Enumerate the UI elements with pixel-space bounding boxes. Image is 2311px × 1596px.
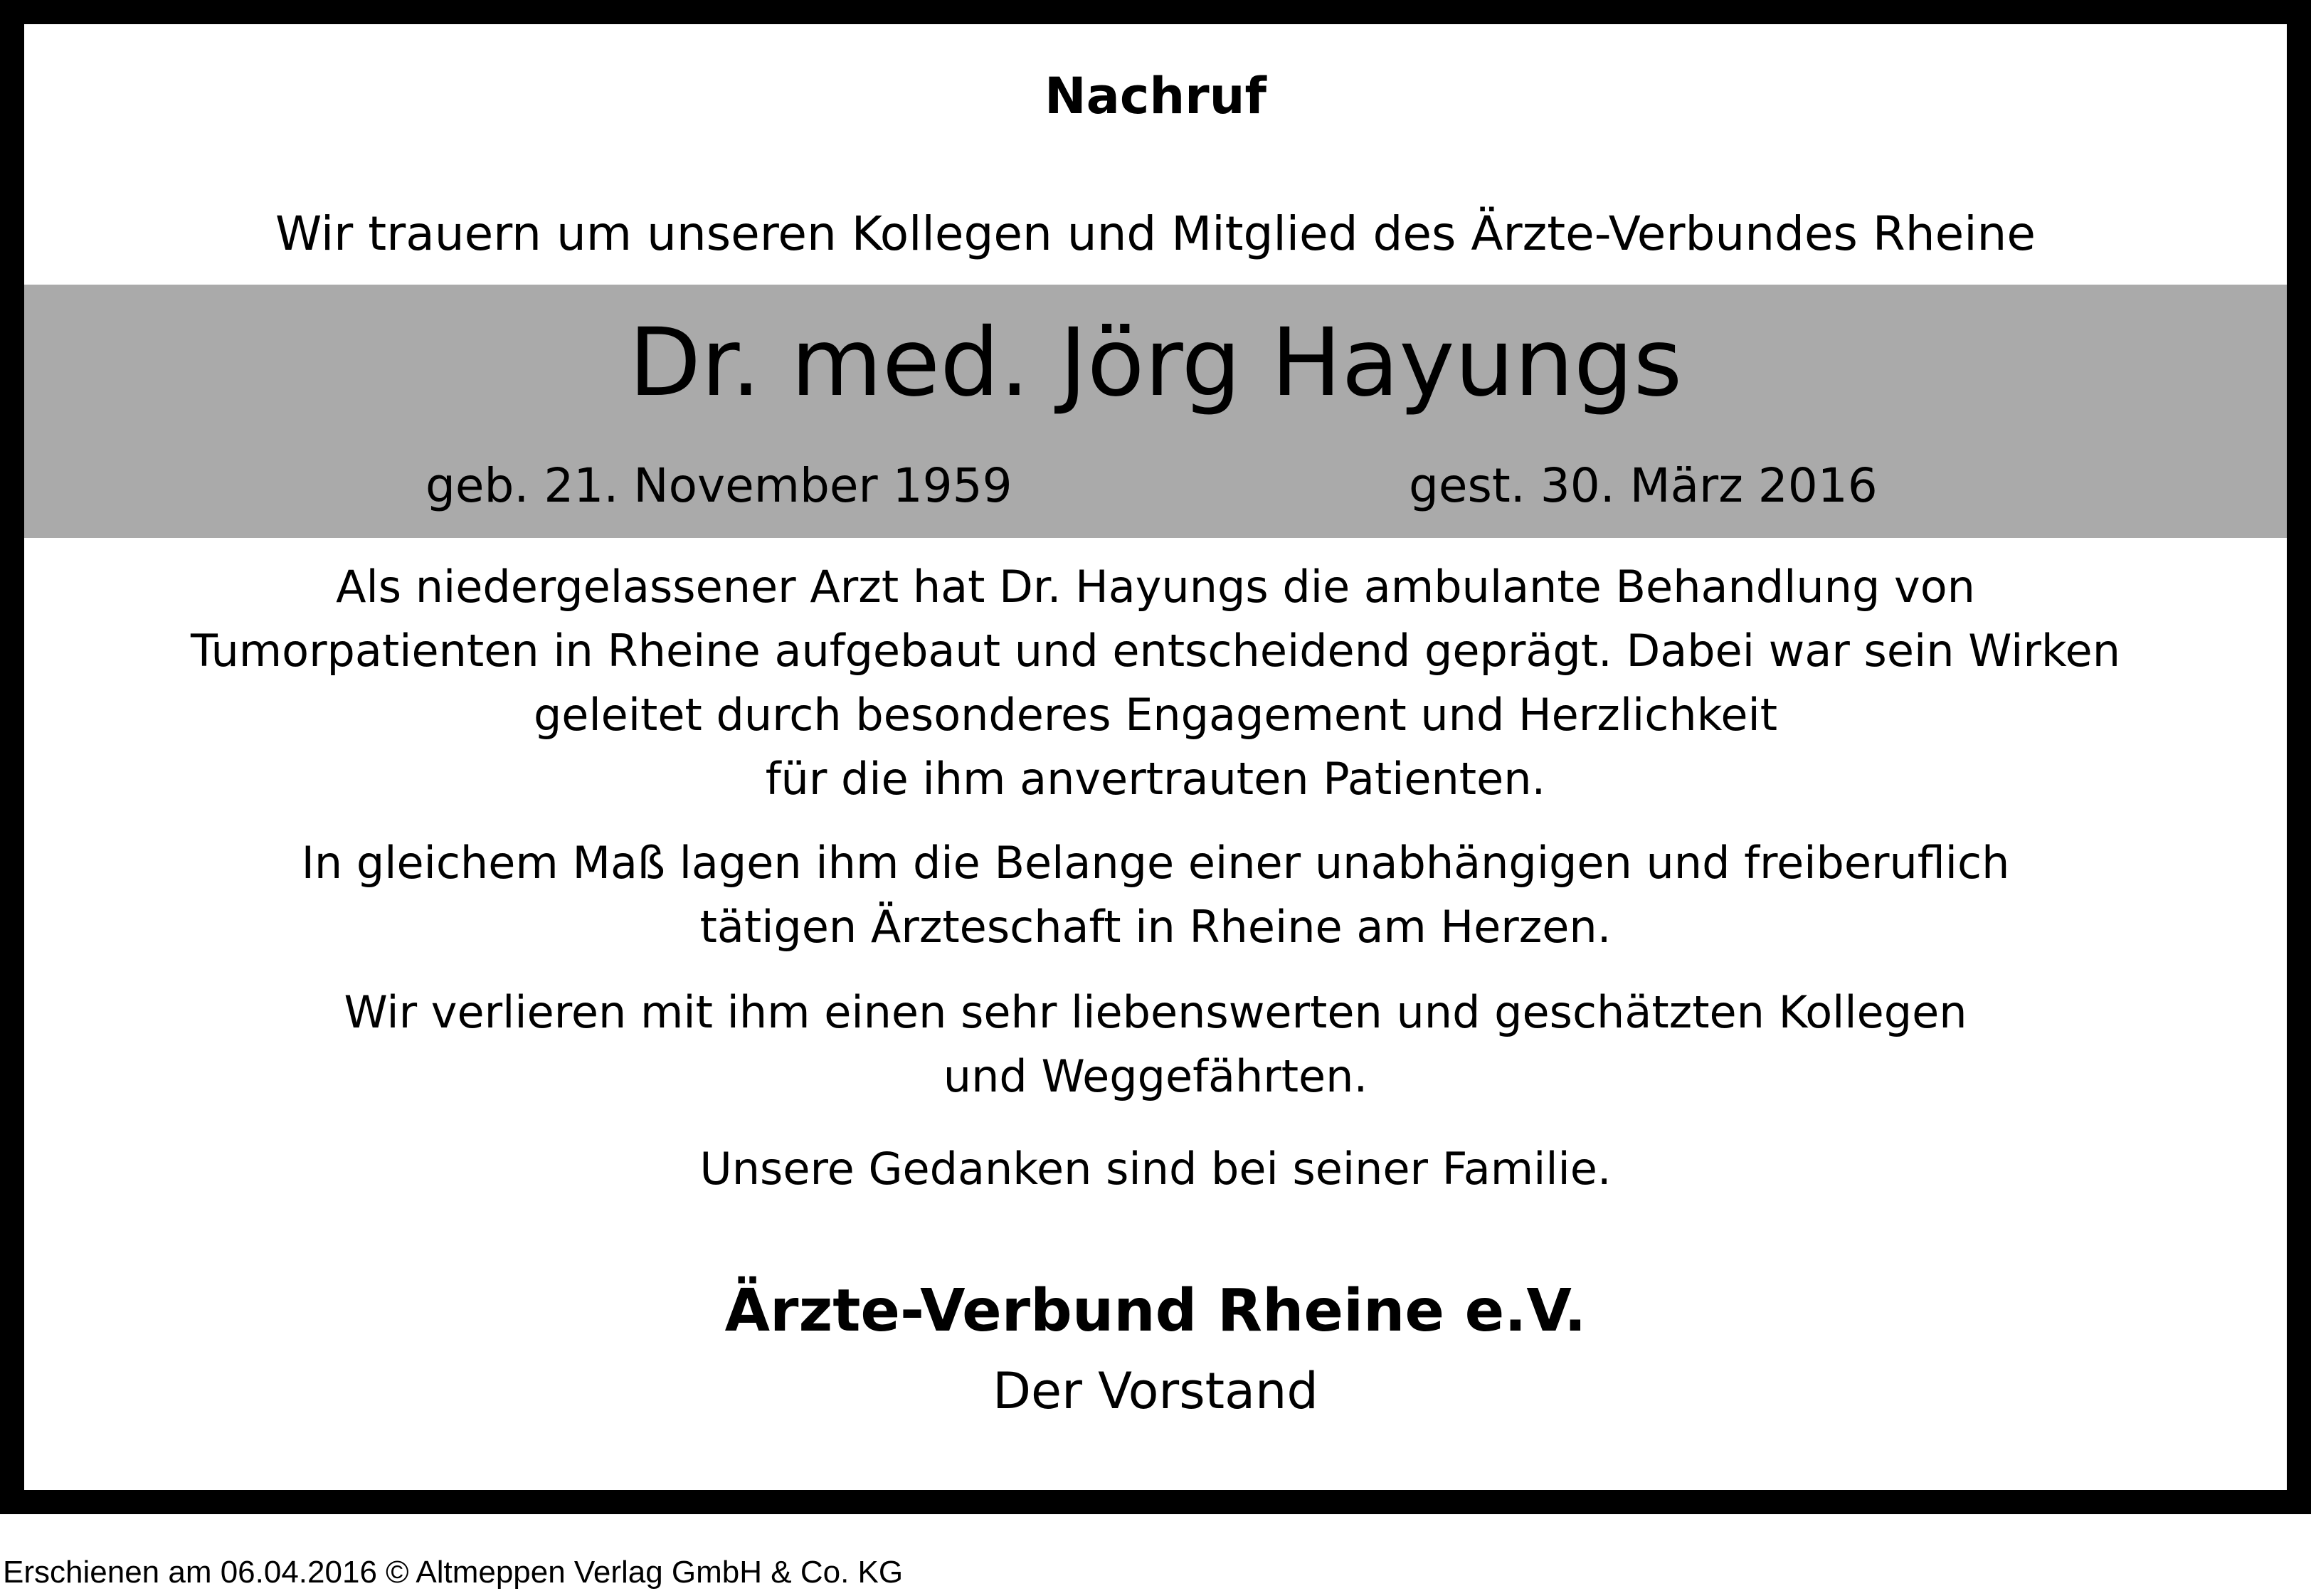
deceased-name: Dr. med. Jörg Hayungs	[628, 308, 1683, 418]
paragraph-line: Unsere Gedanken sind bei seiner Familie.	[699, 1143, 1612, 1195]
paragraph-line: für die ihm anvertrauten Patienten.	[765, 753, 1546, 805]
paragraph-line: Tumorpatienten in Rheine aufgebaut und entscheidend geprägt. Dabei war sein Wirken	[190, 625, 2120, 677]
paragraph-line: Wir verlieren mit ihm einen sehr liebenswerten und geschätzten Kollegen	[344, 986, 1967, 1038]
paragraph-line: Als niedergelassener Arzt hat Dr. Hayungs die ambulante Behandlung von	[336, 561, 1975, 613]
paragraph-line: In gleichem Maß lagen ihm die Belange einer unabhängigen und freiberuflich	[301, 837, 2010, 889]
paragraph-line: tätigen Ärzteschaft in Rheine am Herzen.	[699, 901, 1612, 953]
name-band	[24, 285, 2287, 538]
paragraph-family	[24, 1137, 2287, 1201]
paragraph-line: geleitet durch besonderes Engagement und Herzlichkeit	[533, 689, 1778, 741]
organization-name: Ärzte-Verbund Rheine e.V.	[724, 1277, 1587, 1345]
birth-date: geb. 21. November 1959	[425, 458, 1012, 513]
intro-line: Wir trauern um unseren Kollegen und Mitglied des Ärzte-Verbundes Rheine	[275, 206, 2036, 261]
paragraph-profession	[24, 831, 2287, 959]
board-signature: Der Vorstand	[993, 1362, 1318, 1420]
notice-heading: Nachruf	[1045, 67, 1266, 125]
death-date: gest. 30. März 2016	[1409, 458, 1878, 513]
paragraph-career	[24, 555, 2287, 811]
publication-footer: Erschienen am 06.04.2016 © Altmeppen Verlag GmbH & Co. KG	[3, 1555, 904, 1590]
paragraph-line: und Weggefährten.	[943, 1050, 1368, 1102]
notice-body	[24, 24, 2287, 1490]
paragraph-loss	[24, 981, 2287, 1109]
